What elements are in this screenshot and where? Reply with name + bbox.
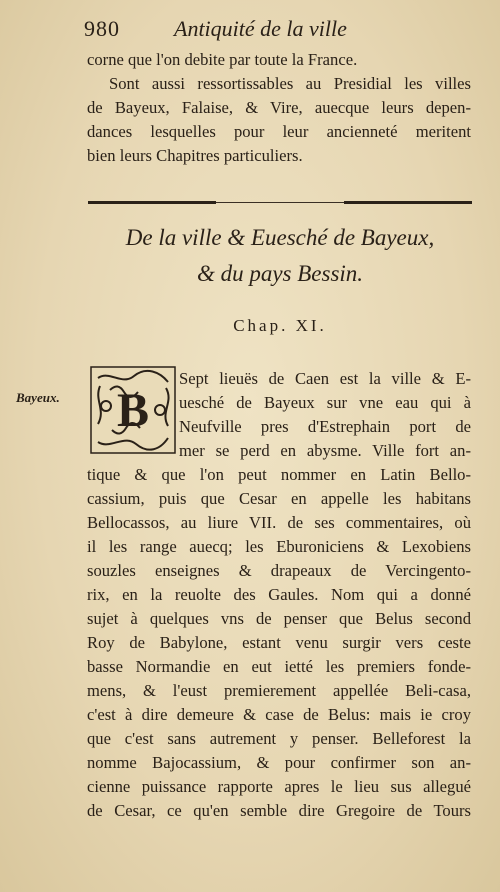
text-line: mer se perd en abysme. Ville fort an- (179, 441, 471, 460)
text-line: il les range auecq; les Eburoniciens & Lexobiens (87, 537, 471, 556)
text-line: mens, & l'eust premierement appellée Beli-casa, (87, 681, 471, 700)
section-divider-ornament (88, 199, 472, 205)
running-head (84, 14, 474, 46)
text-line: cassium, puis que Cesar en appelle les habitans (87, 489, 471, 508)
text-line: rix, en la reuolte des Gaules. Nom qui a donné (87, 585, 471, 604)
text-line: Neufville pres d'Estrephain port de (179, 417, 471, 436)
top-paragraph (87, 48, 471, 168)
text-line: de Bayeux, Falaise, & Vire, auecque leurs depen- (87, 98, 471, 117)
text-line: de Cesar, ce qu'en semble dire Gregoire de Tours (87, 801, 471, 820)
text-line: uesché de Bayeux sur vne eau qui à (179, 393, 471, 412)
text-line: cienne puissance rapporte apres le lieu sus allegué (87, 777, 471, 796)
chapter-heading (88, 220, 472, 292)
chapter-heading-line-2: & du pays Bessin. (196, 261, 364, 286)
text-line: basse Normandie en eut ietté les premiers fonde- (87, 657, 471, 676)
text-line: corne que l'on debite par toute la France. (87, 50, 358, 69)
text-line: Sont aussi ressortissables au Presidial les villes (109, 74, 471, 93)
text-line: sujet à quelques vns de penser que Belus second (87, 609, 471, 628)
text-line: nomme Bajocassium, & pour confirmer son an- (87, 753, 471, 772)
page-number: 980 (84, 16, 120, 41)
text-line: tique & que l'on peut nommer en Latin Bello- (87, 465, 471, 484)
svg-text:B: B (116, 384, 150, 437)
chapter-heading-line-1: De la ville & Euesché de Bayeux, (125, 225, 435, 250)
text-line: dances lesquelles pour leur ancienneté meritent (87, 122, 471, 141)
text-line: c'est à dire demeure & case de Belus: mais ie croy (87, 705, 471, 724)
running-title: Antiquité de la ville (174, 16, 347, 41)
text-line: Roy de Babylone, estant venu surgir vers ceste (87, 633, 471, 652)
marginal-note: Bayeux. (16, 390, 60, 405)
text-line: que c'est sans autrement y penser. Belleforest la (87, 729, 471, 748)
chapter-body (87, 367, 471, 823)
text-line: Bellocassos, au liure VII. de ses commentaires, où (87, 513, 471, 532)
text-line: souzles enseignes & drapeaux de Vercingento- (87, 561, 471, 580)
chapter-number: Chap. XI. (233, 316, 327, 335)
text-line: bien leurs Chapitres particuliers. (87, 146, 303, 165)
text-line: Sept lieuës de Caen est la ville & E- (179, 369, 471, 388)
